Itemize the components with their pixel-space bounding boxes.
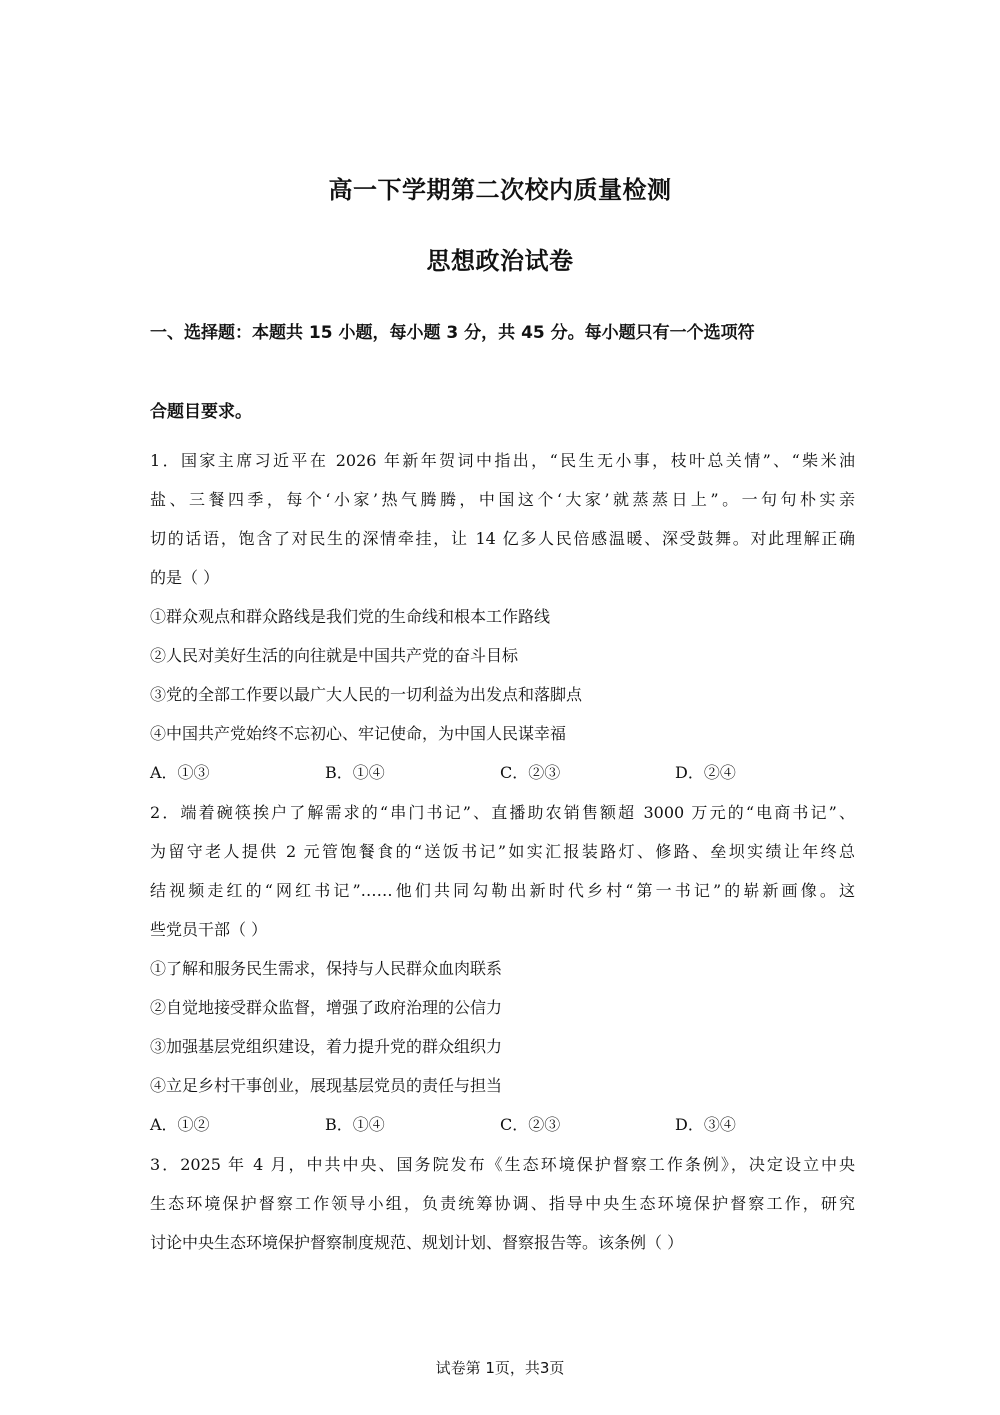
section-heading-line-1: 一、选择题：本题共 15 小题，每小题 3 分，共 45 分。每小题只有一个选项符 [150,323,755,343]
question-stem-line: 结视频走红的“网红书记”……他们共同勾勒出新时代乡村“第一书记”的崭新画像。这 [150,881,855,900]
question-stem-line: 1．国家主席习近平在 2026 年新年贺词中指出，“民生无小事，枝叶总关情”、“柴米油 [150,451,855,470]
question-stem-line: 切的话语，饱含了对民生的深情牵挂，让 14 亿多人民倍感温暖、深受鼓舞。对此理解正确 [150,529,855,548]
option-b[interactable]: B．①④ [325,763,385,782]
question-stem-line: 为留守老人提供 2 元管饱餐食的“送饭书记”如实汇报装路灯、修路、垒坝实绩让年终总 [150,842,855,861]
answer-options [150,753,855,792]
question-stem-line: 盐、三餐四季，每个‘小家’热气腾腾，中国这个‘大家’就蒸蒸日上”。一句句朴实亲 [150,490,855,509]
exam-title: 高一下学期第二次校内质量检测 [328,176,672,204]
statement-item: ①群众观点和群众路线是我们党的生命线和根本工作路线 [150,607,551,626]
option-a[interactable]: A．①② [150,1115,210,1134]
option-a[interactable]: A．①③ [150,763,210,782]
statement-item: ①了解和服务民生需求，保持与人民群众血肉联系 [150,959,503,978]
statement-item: ④中国共产党始终不忘初心、牢记使命，为中国人民谋幸福 [150,724,567,743]
question-stem-line: 2．端着碗筷挨户了解需求的“串门书记”、直播助农销售额超 3000 万元的“电商书记”、 [150,803,855,822]
statement-item: ③加强基层党组织建设，着力提升党的群众组织力 [150,1037,503,1056]
question-stem-line: 3．2025 年 4 月，中共中央、国务院发布《生态环境保护督察工作条例》，决定设立中央 [150,1155,855,1174]
question-stem-line: 讨论中央生态环境保护督察制度规范、规划计划、督察报告等。该条例（ ） [150,1233,684,1252]
question-stem-line: 的是（ ） [150,568,220,587]
question-3 [150,1145,855,1262]
answer-options [150,1105,855,1144]
option-b[interactable]: B．①④ [325,1115,385,1134]
section-heading-line-2: 合题目要求。 [150,402,252,422]
exam-subtitle: 思想政治试卷 [426,247,574,275]
question-stem-line: 些党员干部（ ） [150,920,268,939]
statement-item: ②人民对美好生活的向往就是中国共产党的奋斗目标 [150,646,519,665]
statement-item: ③党的全部工作要以最广大人民的一切利益为出发点和落脚点 [150,685,583,704]
question-2 [150,793,855,1144]
question-stem-line: 生态环境保护督察工作领导小组，负责统筹协调、指导中央生态环境保护督察工作，研究 [150,1194,855,1213]
option-d[interactable]: D．②④ [675,763,736,782]
option-c[interactable]: C．②③ [500,1115,561,1134]
statement-item: ②自觉地接受群众监督，增强了政府治理的公信力 [150,998,503,1017]
option-c[interactable]: C．②③ [500,763,561,782]
question-1 [150,441,855,792]
option-d[interactable]: D．③④ [675,1115,736,1134]
statement-item: ④立足乡村干事创业，展现基层党员的责任与担当 [150,1076,503,1095]
page-footer: 试卷第 1页，共3页 [435,1359,565,1377]
